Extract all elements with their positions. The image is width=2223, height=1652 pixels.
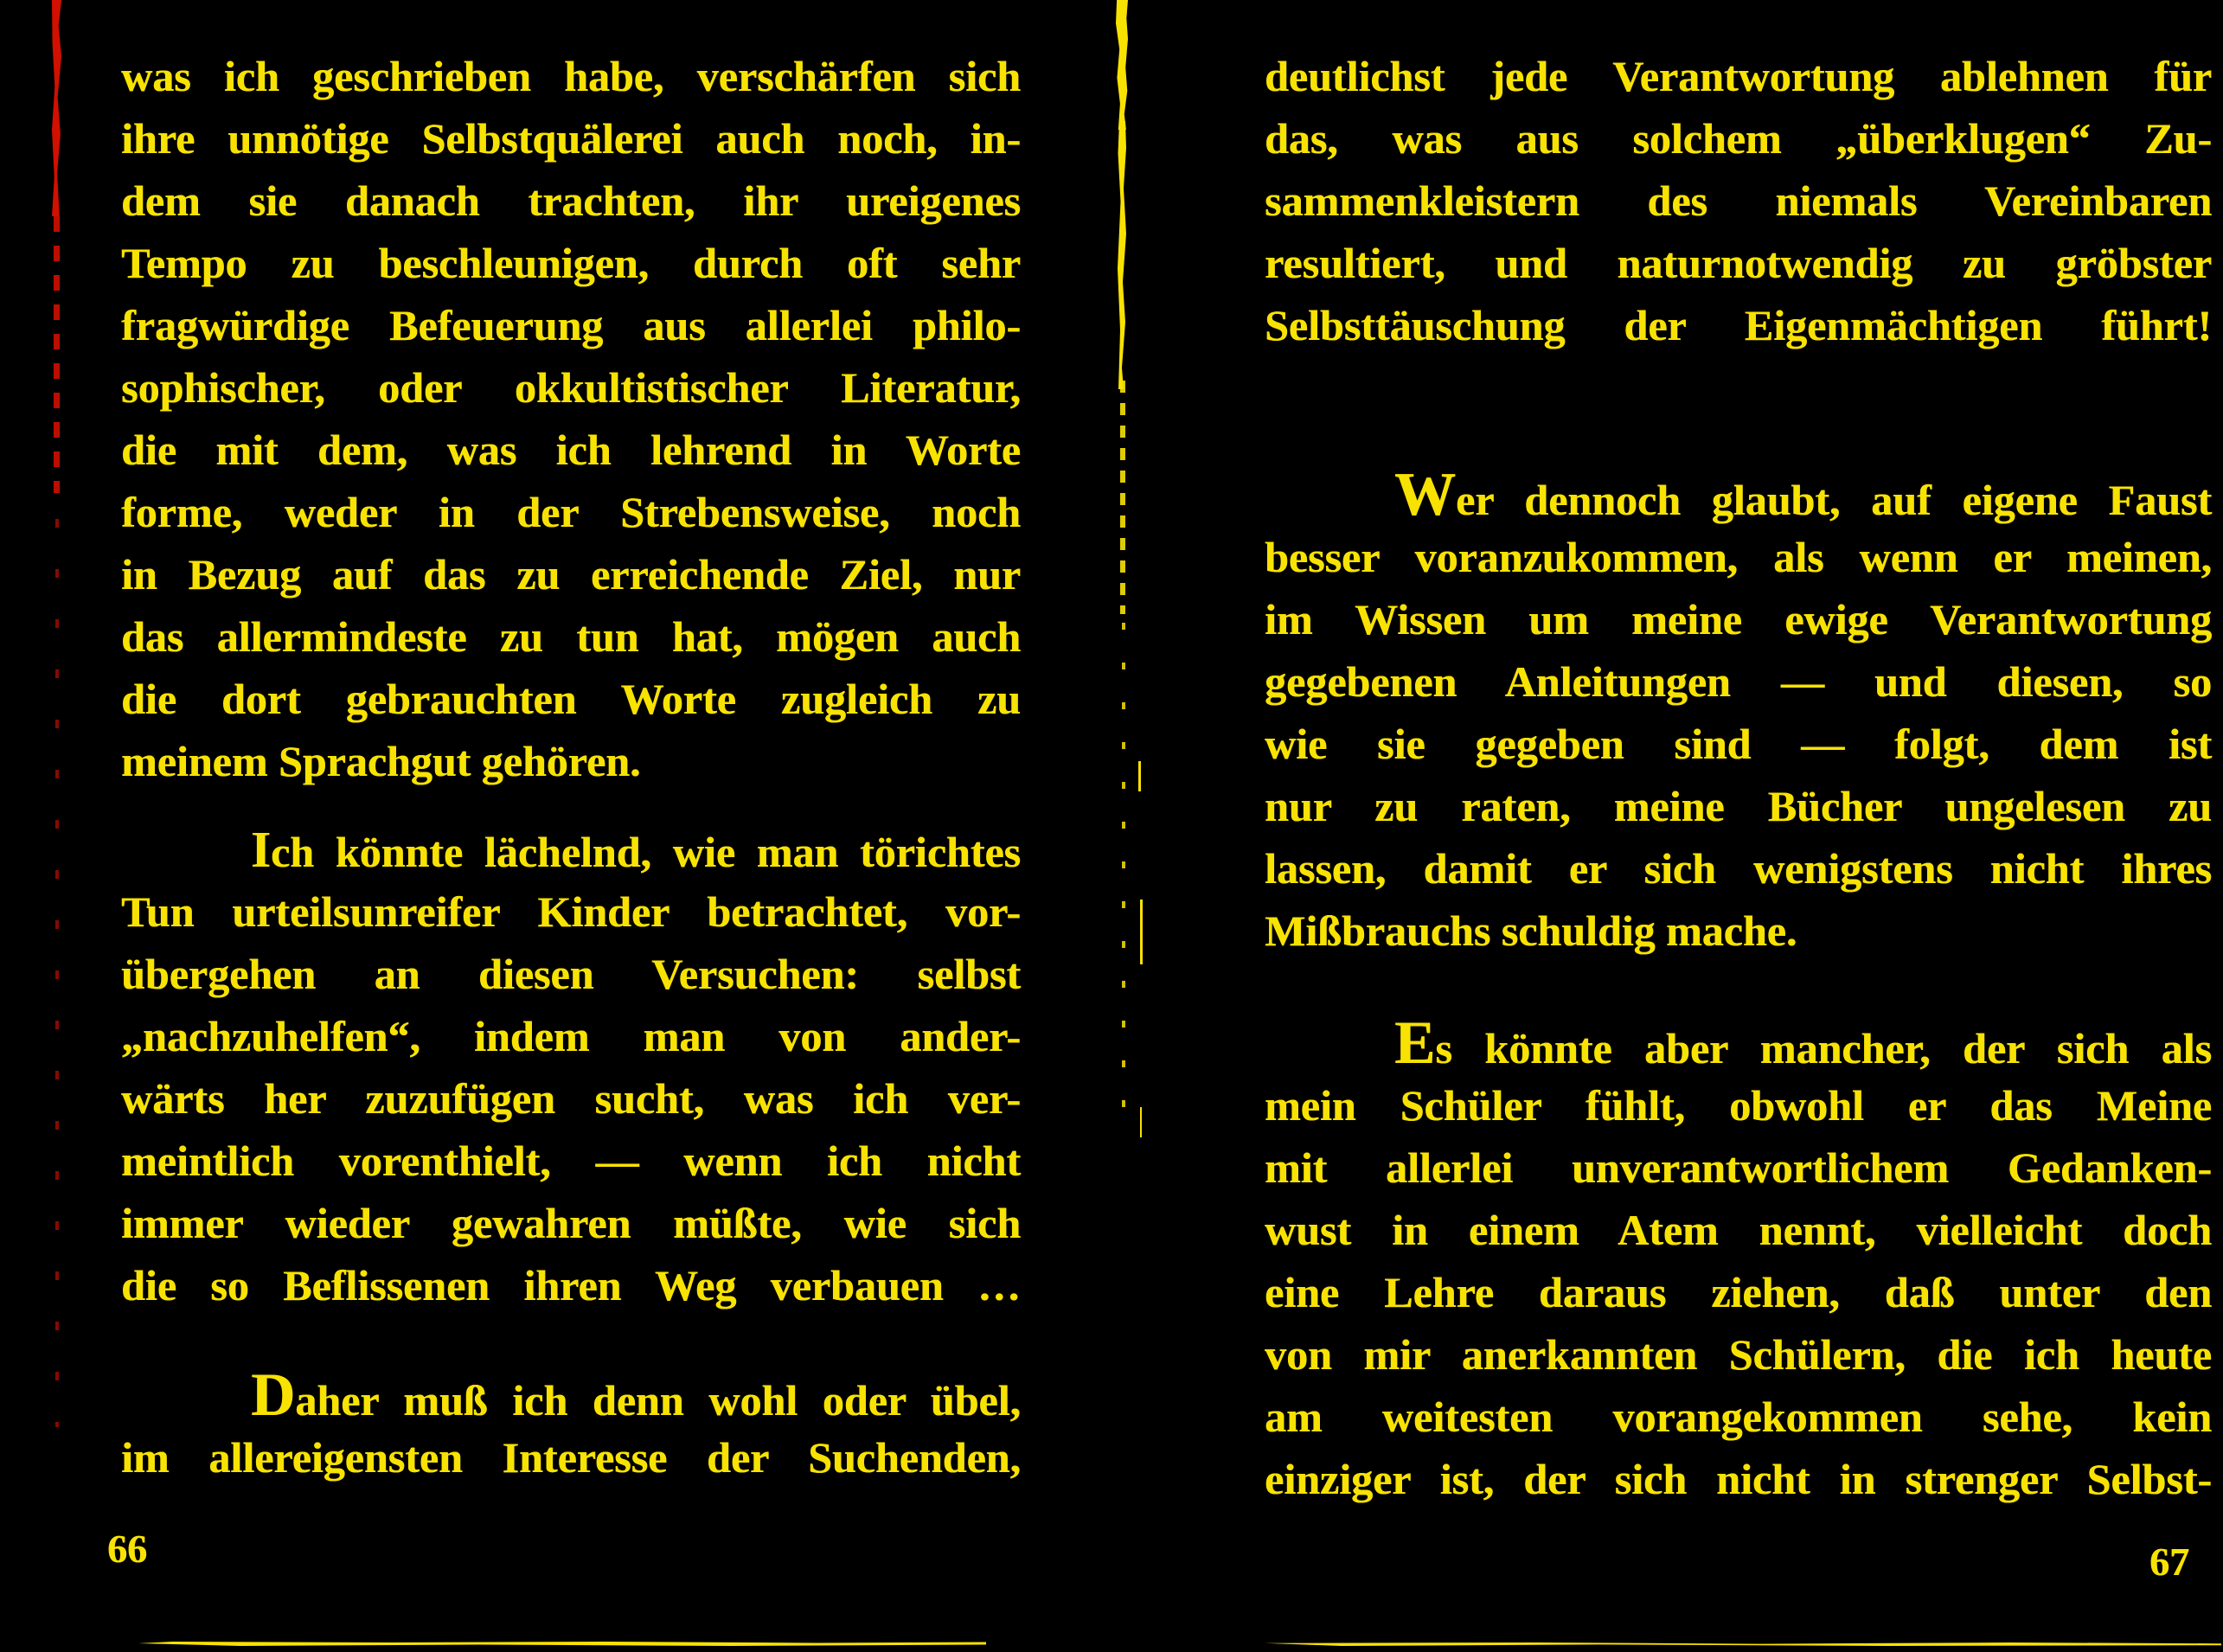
text-line: forme, weder in der Strebensweise, noch — [121, 488, 1021, 536]
text-line: gegebenen Anleitungen — und diesen, so — [1265, 657, 2212, 706]
text-line: die dort gebrauchten Worte zugleich zu — [121, 675, 1021, 723]
text-line: im Wissen um meine ewige Verantwortung — [1265, 595, 2212, 644]
text-line: sammenkleistern des niemals Vereinbaren — [1265, 176, 2212, 225]
text-line: nur zu raten, meine Bücher ungelesen zu — [1265, 782, 2212, 830]
paragraph — [121, 818, 1021, 1316]
text-line: Es könnte aber mancher, der sich als — [1394, 1009, 2212, 1077]
text-line: einziger ist, der sich nicht in strenger Selbst- — [1265, 1455, 2212, 1503]
text-line: deutlichst jede Verantwortung ablehnen für — [1265, 52, 2212, 100]
text-line: von mir anerkannten Schülern, die ich heute — [1265, 1330, 2212, 1379]
text-line: besser voranzukommen, als wenn er meinen, — [1265, 533, 2212, 581]
text-line: wie sie gegeben sind — folgt, dem ist — [1265, 720, 2212, 768]
text-line: fragwürdige Befeuerung aus allerlei philo- — [121, 301, 1021, 349]
text-line: „nachzuhelfen“, indem man von ander- — [121, 1012, 1021, 1060]
text-line: in Bezug auf das zu erreichende Ziel, nur — [121, 550, 1021, 599]
page-left-text-column — [107, 0, 1021, 1575]
text-line: meinem Sprachgut gehören. — [121, 737, 641, 785]
page-right-text-column — [1265, 0, 2212, 1588]
text-line: eine Lehre daraus ziehen, daß unter den — [1265, 1268, 2212, 1316]
text-line: dem sie danach trachten, ihr ureigenes — [121, 176, 1021, 225]
text-line: Selbsttäuschung der Eigenmächtigen führt! — [1265, 301, 2212, 349]
text-line: mit allerlei unverantwortlichem Gedanken- — [1265, 1143, 2212, 1192]
text-line: wust in einem Atem nennt, vielleicht doch — [1265, 1206, 2212, 1254]
paragraph — [121, 45, 1021, 792]
text-line: Tun urteilsunreifer Kinder betrachtet, vor- — [121, 887, 1021, 936]
text-line: meintlich vorenthielt, — wenn ich nicht — [121, 1137, 1021, 1185]
text-line: am weitesten vorangekommen sehe, kein — [1265, 1393, 2212, 1441]
text-line: Ich könnte lächelnd, wie man törichtes — [251, 821, 1021, 878]
text-line: Mißbrauchs schuldig mache. — [1265, 906, 1797, 955]
page-number-left: 66 — [107, 1527, 147, 1571]
text-line: lassen, damit er sich wenigstens nicht ihres — [1265, 844, 2212, 893]
text-line: Wer dennoch glaubt, auf eigene Faust — [1394, 461, 2212, 528]
paragraph — [1265, 461, 2212, 962]
paragraph — [1265, 1009, 2212, 1510]
text-line: das allermindeste zu tun hat, mögen auch — [121, 612, 1021, 661]
text-line: sophischer, oder okkultistischer Literatur, — [121, 363, 1021, 412]
text-line: die so Beflissenen ihren Weg verbauen … — [121, 1261, 1021, 1309]
text-line: die mit dem, was ich lehrend in Worte — [121, 426, 1021, 474]
text-line: resultiert, und naturnotwendig zu gröbster — [1265, 239, 2212, 287]
paragraph — [121, 1361, 1021, 1489]
text-line: ihre unnötige Selbstquälerei auch noch, in- — [121, 114, 1021, 163]
text-line: übergehen an diesen Versuchen: selbst — [121, 950, 1021, 998]
page-right — [1112, 0, 2223, 1652]
text-line: mein Schüler fühlt, obwohl er das Meine — [1265, 1081, 2212, 1130]
text-line: wärts her zuzufügen sucht, was ich ver- — [121, 1074, 1021, 1123]
paragraph — [1265, 45, 2212, 356]
text-line: was ich geschrieben habe, verschärfen sich — [121, 52, 1021, 100]
text-line: im allereigensten Interesse der Suchenden, — [121, 1433, 1021, 1482]
text-line: immer wieder gewahren müßte, wie sich — [121, 1199, 1021, 1247]
page-number-right: 67 — [2149, 1540, 2189, 1584]
text-line: das, was aus solchem „überklugen“ Zu- — [1265, 114, 2212, 163]
text-line: Daher muß ich denn wohl oder übel, — [251, 1361, 1021, 1429]
text-line: Tempo zu beschleunigen, durch oft sehr — [121, 239, 1021, 287]
